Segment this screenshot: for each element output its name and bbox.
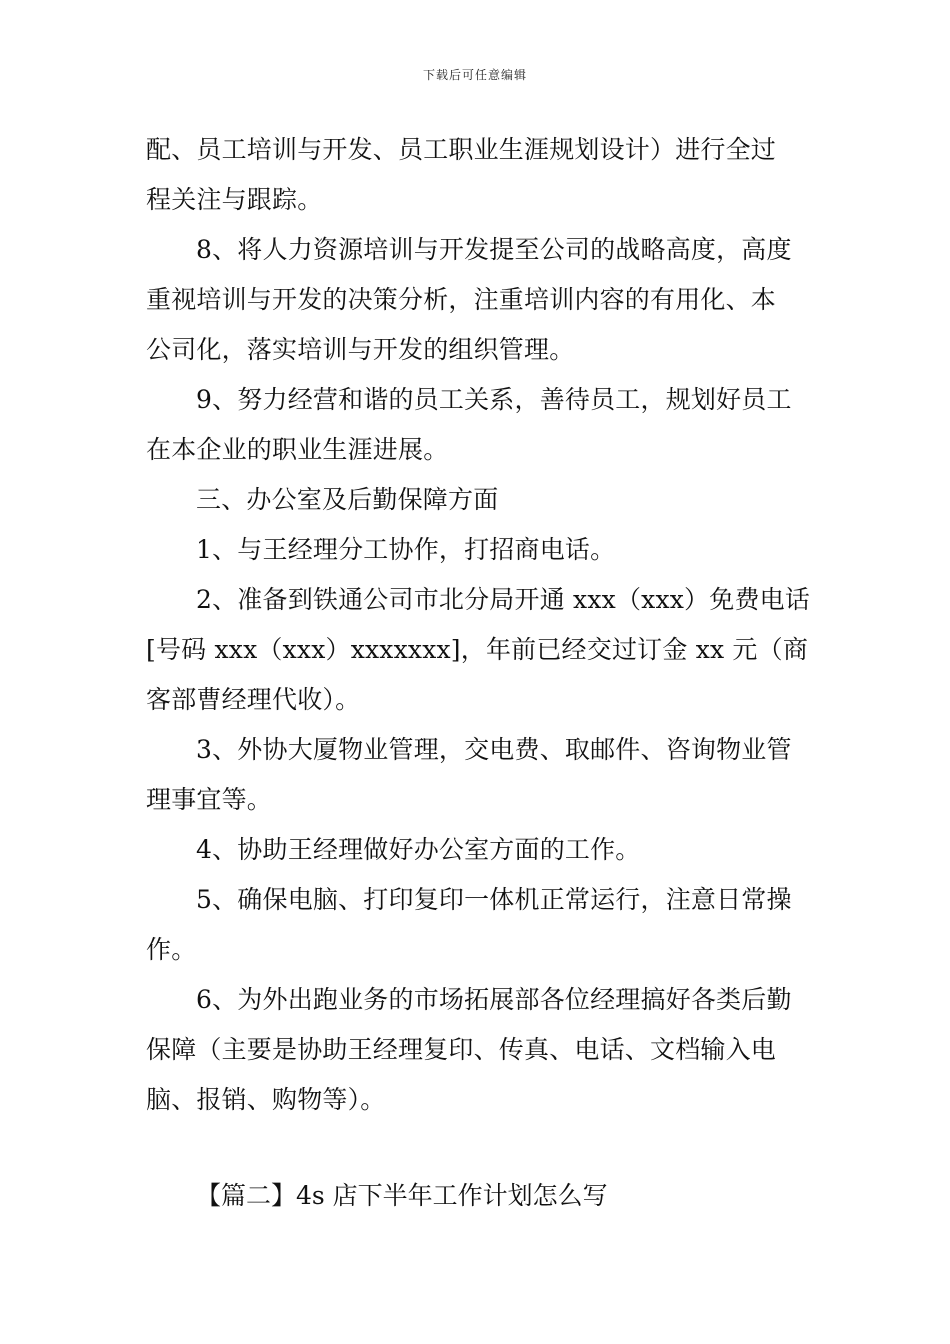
section-heading: 【篇二】4s 店下半年工作计划怎么写 bbox=[196, 1181, 608, 1210]
section-subheading: 三、办公室及后勤保障方面 bbox=[196, 485, 499, 514]
paragraph-line: 配、员工培训与开发、员工职业生涯规划设计）进行全过 bbox=[146, 135, 777, 164]
paragraph-line: 2、准备到铁通公司市北分局开通 xxx（xxx）免费电话 bbox=[196, 585, 811, 614]
paragraph-line: 1、与王经理分工协作，打招商电话。 bbox=[196, 535, 616, 564]
paragraph-line: 客部曹经理代收）。 bbox=[146, 685, 361, 714]
page-header: 下载后可任意编辑 bbox=[422, 68, 527, 82]
paragraph-line: 4、协助王经理做好办公室方面的工作。 bbox=[196, 835, 641, 864]
paragraph-line: 公司化，落实培训与开发的组织管理。 bbox=[146, 335, 575, 364]
paragraph-line: 脑、报销、购物等）。 bbox=[146, 1085, 386, 1114]
paragraph-line: 作。 bbox=[146, 935, 197, 964]
paragraph-line: 9、努力经营和谐的员工关系，善待员工，规划好员工 bbox=[196, 385, 792, 414]
paragraph-line: [号码 xxx（xxx）xxxxxxx]，年前已经交过订金 xx 元（商 bbox=[146, 635, 809, 664]
paragraph-line: 保障（主要是协助王经理复印、传真、电话、文档输入电 bbox=[146, 1035, 777, 1064]
paragraph-line: 程关注与跟踪。 bbox=[146, 185, 323, 214]
paragraph-line: 3、外协大厦物业管理，交电费、取邮件、咨询物业管 bbox=[196, 735, 792, 764]
paragraph-line: 6、为外出跑业务的市场拓展部各位经理搞好各类后勤 bbox=[196, 985, 792, 1014]
paragraph-line: 8、将人力资源培训与开发提至公司的战略高度，高度 bbox=[196, 235, 792, 264]
paragraph-line: 在本企业的职业生涯进展。 bbox=[146, 435, 449, 464]
paragraph-line: 重视培训与开发的决策分析，注重培训内容的有用化、本 bbox=[146, 285, 777, 314]
paragraph-line: 理事宜等。 bbox=[146, 785, 273, 814]
paragraph-line: 5、确保电脑、打印复印一体机正常运行，注意日常操 bbox=[196, 885, 792, 914]
